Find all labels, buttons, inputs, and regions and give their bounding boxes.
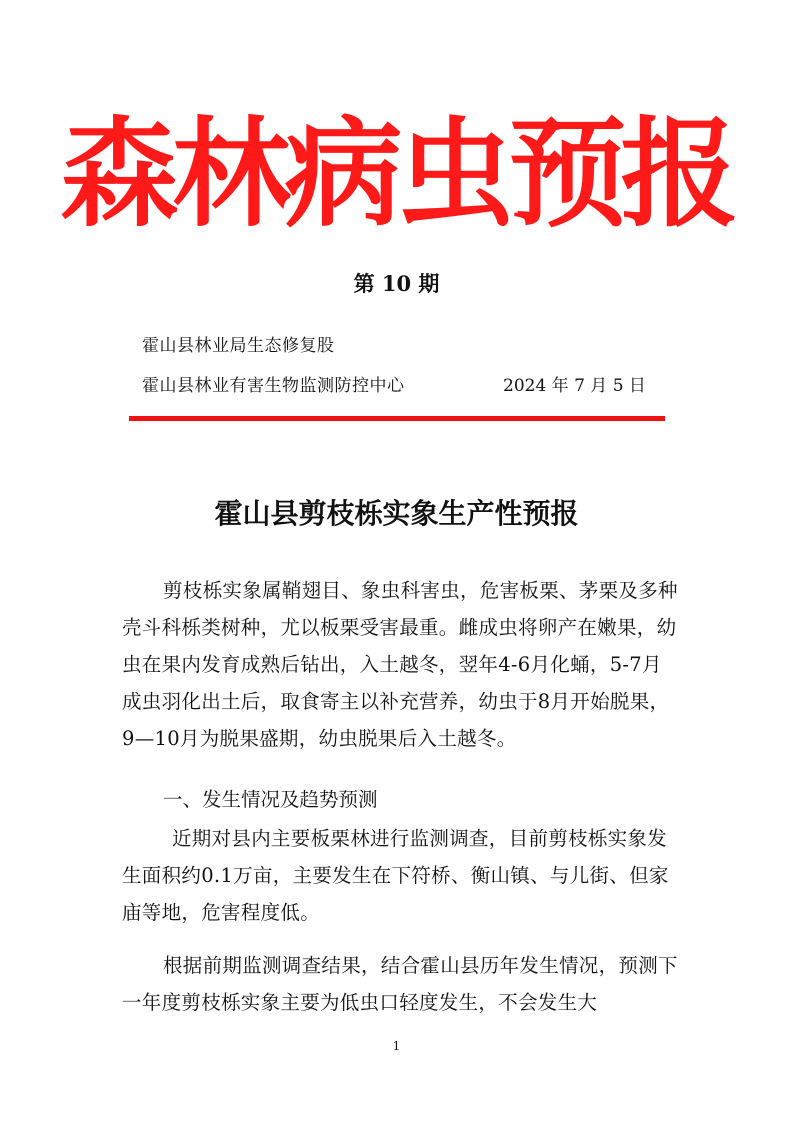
header-divider (129, 416, 665, 421)
masthead-title: 森林病虫预报 (60, 105, 733, 243)
intro-paragraph: 剪枝栎实象属鞘翅目、象虫科害虫，危害板栗、茅栗及多种壳斗科栎类树种，尤以板栗受害最重。雌成虫将卵产在嫩果，幼虫在果内发育成熟后钻出，入土越冬，翌年4-6月化蛹，5-7月成虫羽化出土后，取食寄主以补充营养，幼虫于8月开始脱果，9—10月为脱果盛期，幼虫脱果后入土越冬。 (122, 579, 678, 750)
issue-number: 第 10 期 (353, 271, 440, 296)
issuer-line-2: 霍山县林业有害生物监测防控中心 (142, 376, 405, 396)
issuer-line-1: 霍山县林业局生态修复股 (142, 336, 335, 356)
forecast-paragraph: 根据前期监测调查结果，结合霍山县历年发生情况，预测下一年度剪枝栎实象主要为低虫口轻度发生，不会发生大 (122, 954, 678, 1014)
survey-paragraph: 近期对县内主要板栗林进行监测调查，目前剪枝栎实象发生面积约0.1万亩，主要发生在下符桥、衡山镇、与儿街、但家庙等地，危害程度低。 (122, 827, 669, 924)
section-heading: 一、发生情况及趋势预测 (163, 788, 378, 811)
issue-date: 2024 年 7 月 5 日 (503, 376, 646, 396)
document-title: 霍山县剪枝栎实象生产性预报 (214, 497, 579, 530)
page-number: 1 (392, 1039, 401, 1053)
